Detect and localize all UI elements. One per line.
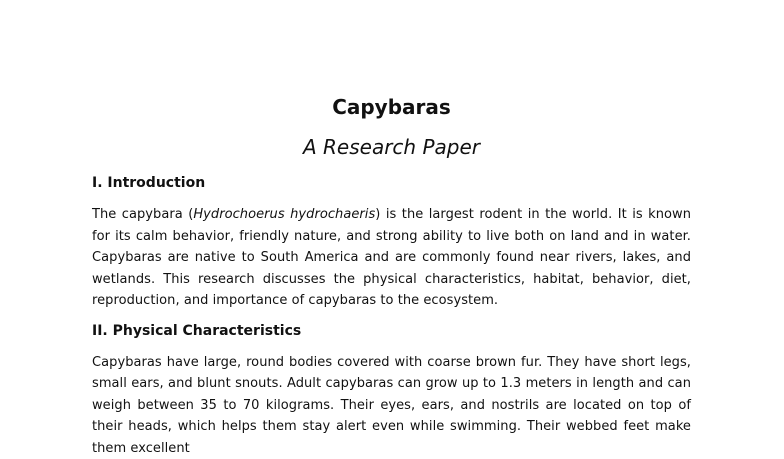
physical-characteristics-paragraph: Capybaras have large, round bodies covered with coarse brown fur. They have short legs, small ears, and blunt snouts. Adult capybaras can grow up to 1.3 meters in length and can weigh between 35 to 70 kilograms. Their eyes, ears, and nostrils are located on top of their heads, which helps them stay alert even while swimming. Their webbed feet make them excellent bbox=[92, 352, 691, 459]
introduction-paragraph bbox=[92, 204, 691, 312]
introduction-heading: I. Introduction bbox=[92, 174, 691, 192]
physical-characteristics-heading: II. Physical Characteristics bbox=[92, 322, 691, 340]
document-title: Capybaras bbox=[92, 94, 691, 120]
introduction-text-start: The capybara ( bbox=[92, 207, 193, 222]
scientific-name: Hydrochoerus hydrochaeris bbox=[193, 207, 375, 222]
document-content bbox=[92, 94, 691, 459]
introduction-text-rest: ) is the largest rodent in the world. It is known for its calm behavior, friendly nature, and strong ability to live both on land and in water. Capybaras are native to South America and are commonly found near rivers, lakes, and wetlands. This research discusses the physical characteristics, habitat, behavior, diet, reproduction, and importance of capybaras to the ecosystem. bbox=[92, 207, 691, 308]
document-subtitle: A Research Paper bbox=[92, 134, 691, 160]
